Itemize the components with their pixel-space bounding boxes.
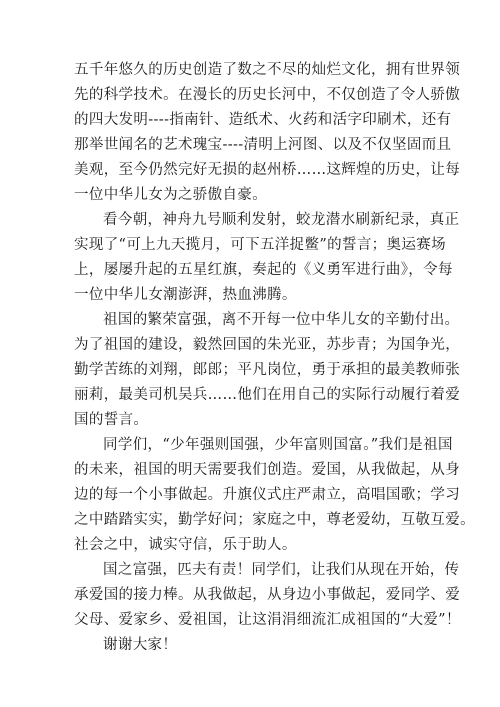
text-line: 一位中华儿女潮澎湃，热血沸腾。 xyxy=(74,287,297,303)
text-line: 五千年悠久的历史创造了数之不尽的灿烂文化，拥有世界领 xyxy=(74,62,461,78)
text-line: 实现了“可上九天揽月，可下五洋捉鳖”的誓言；奥运赛场 xyxy=(74,237,446,253)
text-line: 为了祖国的建设，毅然回国的朱光亚，苏步青；为国争光， xyxy=(74,337,461,353)
text-line: 边的每一个小事做起。升旗仪式庄严肃立，高唱国歌；学习 xyxy=(74,487,461,503)
text-line: 同学们，“少年强则国强，少年富则国富。”我们是祖国 xyxy=(103,437,453,453)
text-line: 上，屡屡升起的五星红旗，奏起的《义勇军进行曲》，令每 xyxy=(74,262,453,278)
paragraph-prosperity xyxy=(74,308,461,433)
text-line: 勤学苦练的刘翔，郎郎；平凡岗位，勇于承担的最美教师张 xyxy=(74,362,461,378)
text-line: 祖国的繁荣富强，离不开每一位中华儿女的辛勤付出。 xyxy=(103,312,460,328)
text-line: 美观，至今仍然完好无损的赵州桥……这辉煌的历史，让每 xyxy=(74,162,461,178)
text-line: 之中踏踏实实，勤学好问；家庭之中，尊老爱幼，互敬互爱。 xyxy=(74,512,475,528)
text-line: 国之富强，匹夫有责！同学们，让我们从现在开始，传 xyxy=(103,562,460,578)
speech-body xyxy=(74,58,475,658)
text-line: 国的誓言。 xyxy=(74,412,149,428)
paragraph-history xyxy=(74,58,461,208)
paragraph-closing xyxy=(74,633,436,658)
text-line: 承爱国的接力棒。从我做起，从身边小事做起，爱同学、爱 xyxy=(74,587,461,603)
text-line: 的四大发明----指南针、造纸术、火药和活字印刷术，还有 xyxy=(74,112,452,128)
text-line: 父母、爱家乡、爱祖国，让这涓涓细流汇成祖国的“大爱”！ xyxy=(74,612,461,628)
text-line: 看今朝，神舟九号顺利发射，蛟龙潜水刷新纪录，真正 xyxy=(103,212,460,228)
text-line: 社会之中，诚实守信，乐于助人。 xyxy=(74,537,297,553)
paragraph-classmates xyxy=(74,433,475,558)
paragraph-call-to-action xyxy=(74,558,461,633)
text-line: 那举世闻名的艺术瑰宝----清明上河图、以及不仅坚固而且 xyxy=(74,137,452,153)
text-line: 丽莉，最美司机吴兵……他们在用自己的实际行动履行着爱 xyxy=(74,387,461,403)
text-line: 一位中华儿女为之骄傲自豪。 xyxy=(74,187,268,203)
closing-line: 谢谢大家！ xyxy=(103,637,178,653)
text-line: 的未来，祖国的明天需要我们创造。爱国，从我做起，从身 xyxy=(74,462,461,478)
text-line: 先的科学技术。在漫长的历史长河中，不仅创造了令人骄傲 xyxy=(74,87,461,103)
paragraph-today xyxy=(74,208,460,308)
